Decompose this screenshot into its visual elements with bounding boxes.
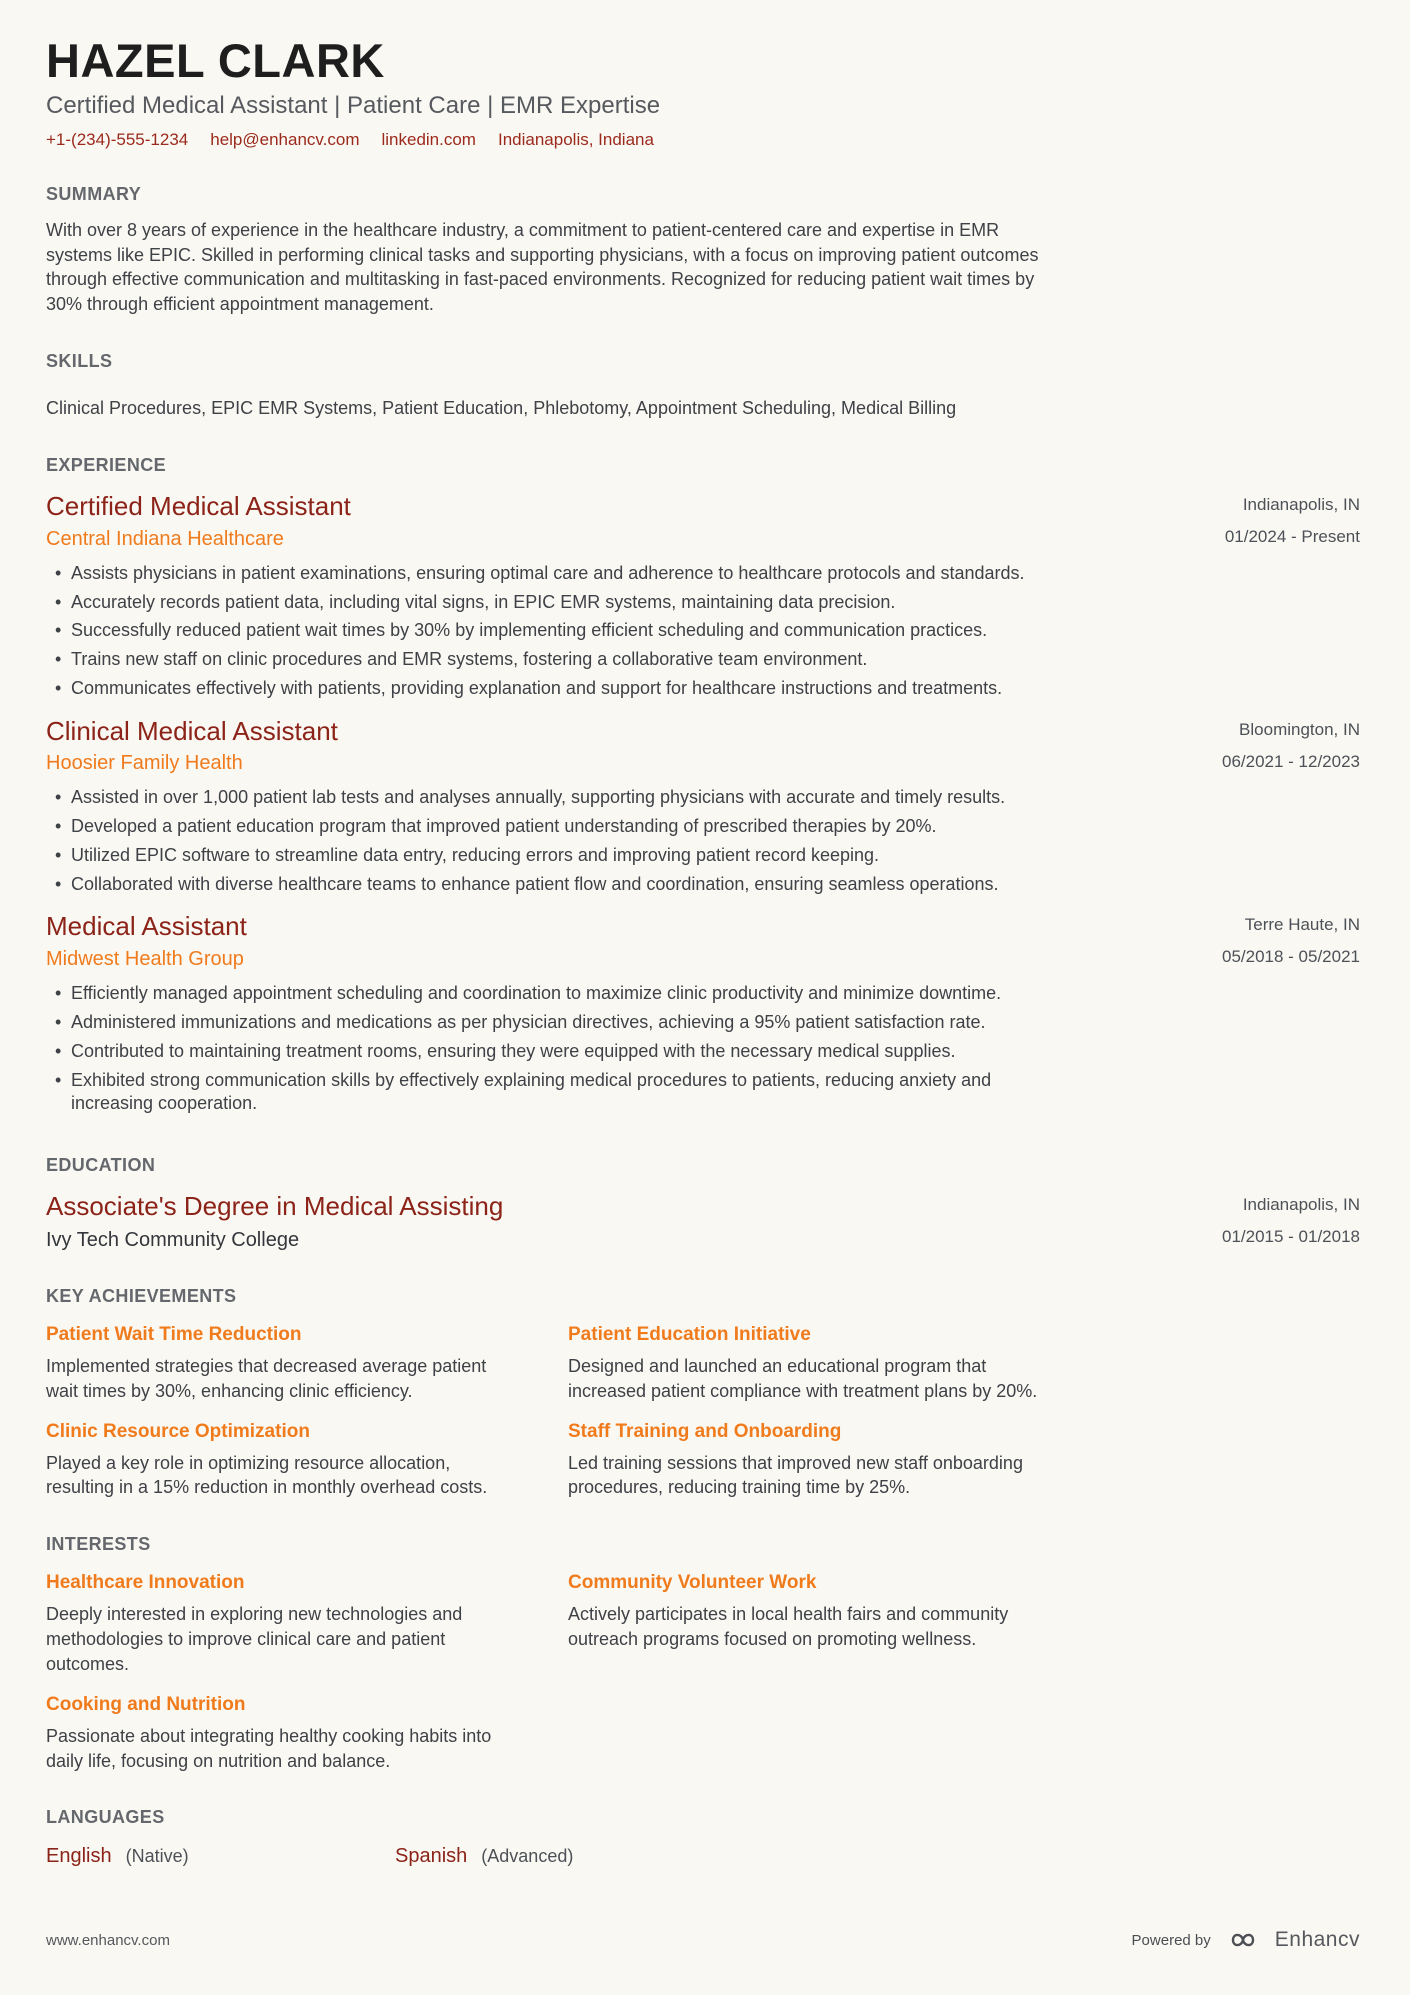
achievement-item: [568, 1324, 1062, 1404]
languages-heading: LANGUAGES: [46, 1807, 165, 1828]
summary-heading: SUMMARY: [46, 183, 142, 204]
experience-entry: [46, 912, 1360, 1116]
achievement-item: [46, 1421, 516, 1501]
job-location: Terre Haute, IN: [1244, 915, 1360, 935]
job-company: Midwest Health Group: [46, 948, 244, 971]
job-bullet: • Administered immunizations and medications as per physician directives, achieving a 95% patient satisfaction rate.: [71, 1011, 1062, 1035]
achievement-item: [568, 1421, 1062, 1501]
language-name: English: [46, 1845, 112, 1868]
job-header: [46, 492, 1360, 551]
contact-phone[interactable]: +1-(234)-555-1234: [46, 129, 189, 149]
job-meta: [1225, 492, 1360, 547]
skills-section: [46, 351, 1360, 421]
job-company: Central Indiana Healthcare: [46, 527, 284, 550]
education-school: Ivy Tech Community College: [46, 1228, 300, 1251]
interest-text: Actively participates in local health fairs and community outreach programs focused on promoting wellness.: [568, 1604, 1009, 1650]
job-bullet-list: [46, 982, 1062, 1116]
job-bullet-list: [46, 786, 1062, 896]
languages-row: [46, 1845, 1360, 1868]
experience-section: [46, 455, 1360, 1121]
achievement-title: Patient Wait Time Reduction: [46, 1323, 302, 1345]
powered-by-block: [1132, 1927, 1360, 1953]
education-header: [46, 1192, 1360, 1252]
interests-grid: [46, 1555, 1360, 1773]
enhancv-wordmark: Enhancv: [1274, 1928, 1360, 1951]
interest-title: Healthcare Innovation: [46, 1572, 245, 1594]
powered-by-label: Powered by: [1131, 1931, 1211, 1949]
job-bullet: • Trains new staff on clinic procedures and EMR systems, fostering a collaborative team environment.: [71, 648, 1062, 672]
education-heading: EDUCATION: [46, 1155, 156, 1176]
job-title-block: [46, 717, 338, 776]
job-title: Certified Medical Assistant: [46, 490, 351, 521]
job-bullet-list: [46, 562, 1062, 701]
page-footer: [46, 1927, 1360, 1953]
language-level: (Native): [125, 1846, 189, 1867]
language-item: [46, 1845, 395, 1868]
job-dates: 06/2021 - 12/2023: [1221, 751, 1360, 771]
job-dates: 01/2024 - Present: [1224, 526, 1360, 546]
contact-row: [46, 130, 1360, 150]
education-meta: [1222, 1192, 1360, 1247]
experience-entry: [46, 717, 1360, 897]
job-location: Bloomington, IN: [1239, 719, 1360, 739]
job-title: Clinical Medical Assistant: [46, 715, 338, 746]
contact-location: Indianapolis, Indiana: [497, 129, 654, 149]
interest-item: [568, 1572, 1062, 1676]
job-bullet: • Efficiently managed appointment scheduling and coordination to maximize clinic productivity and minimize downtime.: [71, 982, 1062, 1006]
resume-header: [46, 36, 1360, 150]
candidate-name: HAZEL CLARK: [46, 34, 385, 87]
job-meta: [1222, 717, 1360, 772]
education-entry: [46, 1192, 1360, 1252]
job-title-block: [46, 912, 247, 971]
education-title-block: [46, 1192, 503, 1252]
education-dates: 01/2015 - 01/2018: [1221, 1227, 1360, 1247]
achievement-title: Patient Education Initiative: [568, 1323, 811, 1345]
language-name: Spanish: [395, 1845, 468, 1868]
achievement-text: Implemented strategies that decreased average patient wait times by 30%, enhancing clinic efficiency.: [46, 1355, 487, 1401]
achievements-grid: [46, 1307, 1360, 1500]
interest-item: [46, 1572, 516, 1676]
language-item: [395, 1845, 744, 1868]
contact-email[interactable]: help@enhancv.com: [210, 129, 360, 149]
job-bullet: • Utilized EPIC software to streamline data entry, reducing errors and improving patient record keeping.: [71, 844, 1062, 868]
achievement-text: Designed and launched an educational program that increased patient compliance with treatment plans by 20%.: [568, 1355, 1038, 1401]
job-bullet: • Accurately records patient data, including vital signs, in EPIC EMR systems, maintaining data precision.: [71, 591, 1062, 615]
skills-heading: SKILLS: [46, 351, 113, 372]
job-header: [46, 912, 1360, 971]
interests-heading: INTERESTS: [46, 1534, 151, 1555]
achievement-text: Played a key role in optimizing resource allocation, resulting in a 15% reduction in monthly overhead costs.: [46, 1452, 488, 1498]
job-bullet: • Contributed to maintaining treatment rooms, ensuring they were equipped with the necessary medical supplies.: [71, 1040, 1062, 1064]
skills-text: Clinical Procedures, EPIC EMR Systems, Patient Education, Phlebotomy, Appointment Scheduling, Medical Billing: [46, 398, 957, 419]
job-company: Hoosier Family Health: [46, 752, 243, 775]
achievement-text: Led training sessions that improved new staff onboarding procedures, reducing training time by 25%.: [568, 1452, 1023, 1498]
experience-entry: [46, 492, 1360, 701]
footer-website-link[interactable]: www.enhancv.com: [46, 1931, 170, 1949]
interest-text: Passionate about integrating healthy cooking habits into daily life, focusing on nutrition and balance.: [46, 1725, 492, 1771]
language-level: (Advanced): [481, 1846, 574, 1867]
enhancv-logo-icon: [1223, 1927, 1263, 1953]
job-dates: 05/2018 - 05/2021: [1221, 947, 1360, 967]
candidate-tagline: Certified Medical Assistant | Patient Care | EMR Expertise: [46, 91, 661, 119]
job-header: [46, 717, 1360, 776]
achievement-title: Staff Training and Onboarding: [568, 1420, 842, 1442]
job-title: Medical Assistant: [46, 911, 247, 942]
experience-heading: EXPERIENCE: [46, 454, 167, 475]
summary-section: [46, 184, 1360, 317]
interests-section: [46, 1534, 1360, 1773]
job-meta: [1222, 912, 1360, 967]
job-bullet: • Collaborated with diverse healthcare teams to enhance patient flow and coordination, ensuring seamless operations.: [71, 873, 1062, 897]
achievement-title: Clinic Resource Optimization: [46, 1420, 310, 1442]
achievements-heading: KEY ACHIEVEMENTS: [46, 1285, 237, 1306]
interest-item: [46, 1694, 516, 1774]
job-title-block: [46, 492, 351, 551]
interest-title: Community Volunteer Work: [568, 1572, 817, 1594]
job-bullet: • Communicates effectively with patients, providing explanation and support for healthcare instructions and treatments.: [71, 677, 1062, 701]
summary-text: With over 8 years of experience in the healthcare industry, a commitment to patient-centered care and expertise in EMR systems like EPIC. Skilled in performing clinical tasks and supporting physicians, with a focus on improving patient outcomes through effective communication and multitasking in fast-paced environments. Recognized for reducing patient wait times by 30% through efficient appointment management.: [46, 219, 1039, 315]
interest-title: Cooking and Nutrition: [46, 1693, 246, 1715]
education-location: Indianapolis, IN: [1242, 1195, 1360, 1215]
job-location: Indianapolis, IN: [1242, 494, 1360, 514]
interest-text: Deeply interested in exploring new technologies and methodologies to improve clinical care and patient outcomes.: [46, 1604, 463, 1674]
achievements-section: [46, 1286, 1360, 1500]
achievement-item: [46, 1324, 516, 1404]
job-bullet: • Successfully reduced patient wait times by 30% by implementing efficient scheduling and communication practices.: [71, 619, 1062, 643]
education-section: [46, 1155, 1360, 1252]
job-bullet: • Assists physicians in patient examinations, ensuring optimal care and adherence to healthcare protocols and standards.: [71, 562, 1062, 586]
job-bullet: • Assisted in over 1,000 patient lab tests and analyses annually, supporting physicians with accurate and timely results.: [71, 786, 1062, 810]
languages-section: [46, 1807, 1360, 1868]
education-degree: Associate's Degree in Medical Assisting: [46, 1191, 504, 1222]
job-bullet: • Developed a patient education program that improved patient understanding of prescribed therapies by 20%.: [71, 815, 1062, 839]
contact-linkedin[interactable]: linkedin.com: [381, 129, 476, 149]
job-bullet: • Exhibited strong communication skills by effectively explaining medical procedures to patients, reducing anxiety and increasing cooperation.: [71, 1069, 1062, 1117]
